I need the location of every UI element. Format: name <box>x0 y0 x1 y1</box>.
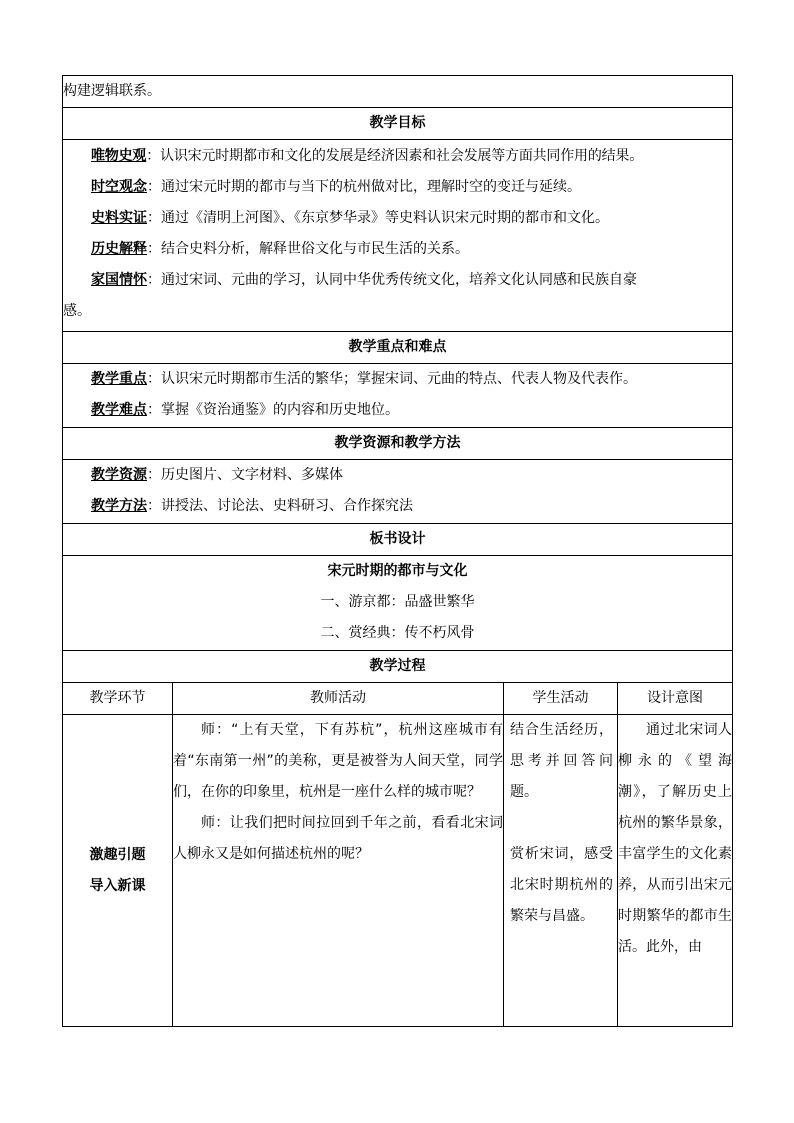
objective-item: 时空观念：通过宋元时期的都市与当下的杭州做对比，理解时空的变迁与延续。 <box>91 179 581 195</box>
resource-text: 讲授法、讨论法、史料研习、合作探究法 <box>161 498 413 514</box>
resources-heading-row <box>63 428 733 460</box>
resource-text: 历史图片、文字材料、多媒体 <box>161 467 343 483</box>
student-paragraph: 结合生活经历，思考并回答问题。 <box>510 722 613 800</box>
objective-label: 史料实证 <box>91 210 147 226</box>
board-heading-row <box>63 524 733 556</box>
keypoints-heading: 教学重点和难点 <box>63 332 733 364</box>
keypoint-item: 教学难点：掌握《资治通鉴》的内容和历史地位。 <box>91 402 399 418</box>
student-spacer <box>510 808 613 839</box>
keypoint-label: 教学难点 <box>91 402 147 418</box>
process-row <box>63 715 733 1027</box>
objectives-content-row <box>63 140 733 332</box>
resources-content-row <box>63 460 733 524</box>
objective-text: 通过宋元时期的都市与当下的杭州做对比，理解时空的变迁与延续。 <box>161 179 581 195</box>
teacher-activity-cell <box>173 715 504 1027</box>
board-title: 宋元时期的都市与文化 <box>327 563 468 579</box>
student-activity-cell <box>504 715 618 1027</box>
objective-text: 认识宋元时期都市和文化的发展是经济因素和社会发展等方面共同作用的结果。 <box>160 148 644 164</box>
intro-tail-text: 构建逻辑联系。 <box>63 83 161 99</box>
teacher-paragraph: 师：让我们把时间拉回到千年之前，看看北宋词人柳永又是如何描述杭州的呢？ <box>173 815 503 862</box>
stage-line: 导入新课 <box>89 877 146 894</box>
objectives-heading: 教学目标 <box>63 108 733 140</box>
process-heading-row <box>63 651 733 683</box>
objective-item: 家国情怀：通过宋词、元曲的学习，认同中华优秀传统文化，培养文化认同感和民族自豪 <box>91 272 637 288</box>
objective-item: 历史解释：结合史料分析，解释世俗文化与市民生活的关系。 <box>91 241 469 257</box>
document-page <box>62 75 732 1027</box>
resources-heading: 教学资源和教学方法 <box>63 428 733 460</box>
stage-line: 激趣引题 <box>89 846 146 863</box>
resource-item: 教学资源：历史图片、文字材料、多媒体 <box>91 467 343 483</box>
objective-label: 时空观念 <box>91 179 147 195</box>
column-header-teacher: 教师活动 <box>173 683 504 715</box>
student-paragraph: 赏析宋词，感受北宋时期杭州的繁荣与昌盛。 <box>510 846 613 924</box>
process-column-header-row <box>63 683 733 715</box>
objective-continuation: 感。 <box>63 303 91 319</box>
keypoint-item: 教学重点：认识宋元时期都市生活的繁华；掌握宋词、元曲的特点、代表人物及代表作。 <box>91 371 637 387</box>
objective-item: 唯物史观：认识宋元时期都市和文化的发展是经济因素和社会发展等方面共同作用的结果。 <box>91 148 644 164</box>
objectives-heading-row <box>63 108 733 140</box>
objective-label: 家国情怀 <box>91 272 147 288</box>
stage-cell <box>63 715 173 1027</box>
keypoint-text: 认识宋元时期都市生活的繁华；掌握宋词、元曲的特点、代表人物及代表作。 <box>161 371 637 387</box>
teacher-paragraph: 师：“上有天堂，下有苏杭”，杭州这座城市有着“东南第一州”的美称，更是被誉为人间天堂，同学们，在你的印象里，杭州是一座什么样的城市呢？ <box>173 722 503 800</box>
column-header-student: 学生活动 <box>504 683 618 715</box>
lesson-plan-table <box>62 75 733 1027</box>
keypoint-text: 掌握《资治通鉴》的内容和历史地位。 <box>161 402 399 418</box>
process-heading: 教学过程 <box>63 651 733 683</box>
objective-label: 唯物史观 <box>91 148 147 164</box>
resource-item: 教学方法：讲授法、讨论法、史料研习、合作探究法 <box>91 498 413 514</box>
keypoints-content-row <box>63 364 733 428</box>
board-line: 一、游京都：品盛世繁华 <box>320 594 475 610</box>
objective-text: 结合史料分析，解释世俗文化与市民生活的关系。 <box>161 241 469 257</box>
board-line: 二、赏经典：传不朽风骨 <box>320 625 475 641</box>
board-heading: 板书设计 <box>63 524 733 556</box>
objective-item: 史料实证：通过《清明上河图》、《东京梦华录》等史料认识宋元时期的都市和文化。 <box>91 210 609 226</box>
objective-text: 通过宋词、元曲的学习，认同中华优秀传统文化，培养文化认同感和民族自豪 <box>161 272 637 288</box>
keypoint-label: 教学重点 <box>91 371 147 387</box>
design-intent-cell <box>618 715 733 1027</box>
objective-label: 历史解释 <box>91 241 147 257</box>
board-content-row <box>63 556 733 651</box>
column-header-stage: 教学环节 <box>63 683 173 715</box>
column-header-design: 设计意图 <box>618 683 733 715</box>
resource-label: 教学资源 <box>91 467 147 483</box>
design-text: 通过北宋词人柳永的《望海潮》，了解历史上杭州的繁华景象，丰富学生的文化素养，从而引出宋元时期繁华的都市生活。此外，由 <box>618 722 732 955</box>
objective-text: 通过《清明上河图》、《东京梦华录》等史料认识宋元时期的都市和文化。 <box>161 210 609 226</box>
keypoints-heading-row <box>63 332 733 364</box>
resource-label: 教学方法 <box>91 498 147 514</box>
intro-row <box>63 76 733 108</box>
